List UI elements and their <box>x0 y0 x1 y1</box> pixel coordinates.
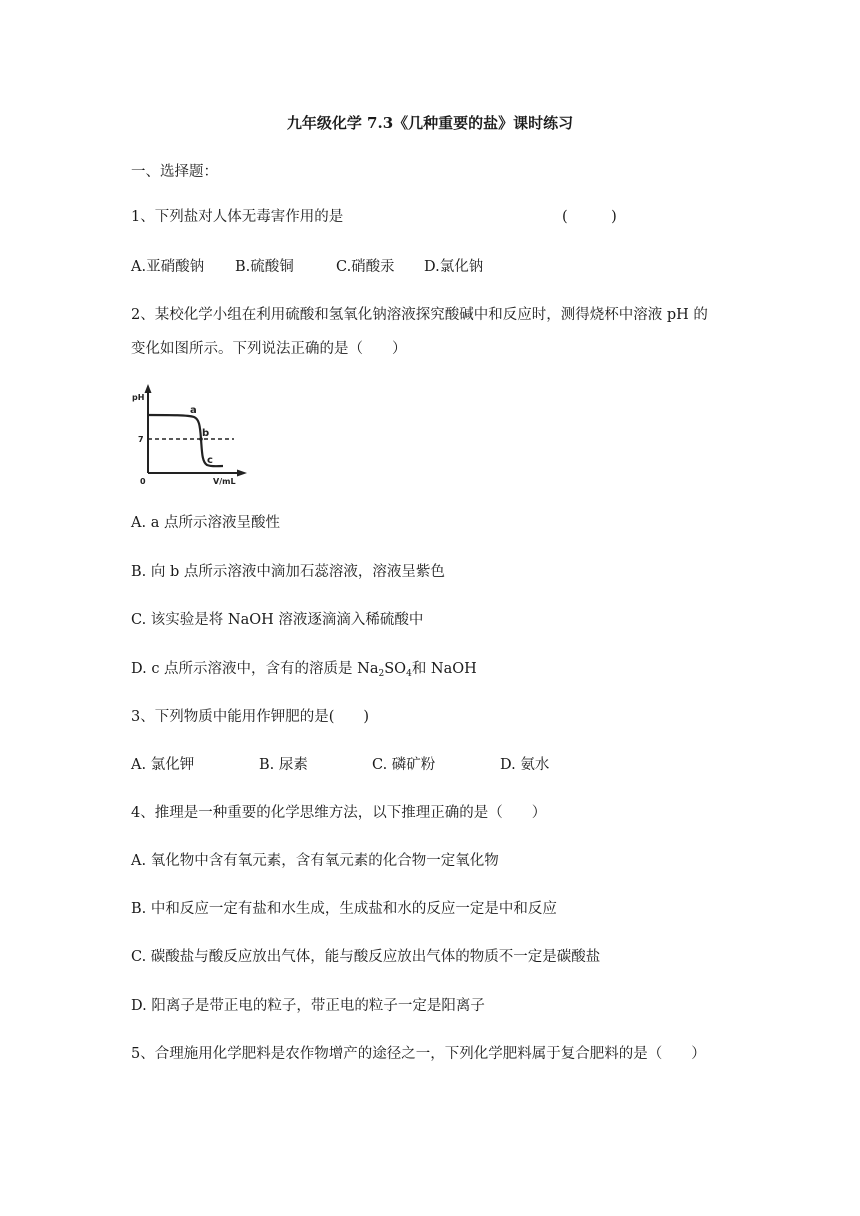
formula-subscript-4: 4 <box>406 669 412 679</box>
question-1-option-c: C.硝酸汞 <box>336 259 395 275</box>
ph-chart <box>126 380 256 488</box>
question-2-option-d-prefix: D. c 点所示溶液中，含有的溶质是 <box>131 661 358 677</box>
question-1-option-d: D.氯化钠 <box>424 259 484 275</box>
question-1-answer-blank: ( ) <box>562 209 617 225</box>
question-2-option-d <box>131 659 477 684</box>
question-1-option-b: B.硫酸铜 <box>235 259 294 275</box>
formula-na: Na <box>357 661 379 677</box>
question-3-option-b: B. 尿素 <box>259 757 308 773</box>
question-2-option-c: C. 该实验是将 NaOH 溶液逐滴滴入稀硫酸中 <box>131 612 424 628</box>
question-4-option-a: A. 氧化物中含有氧元素，含有氧元素的化合物一定氧化物 <box>131 853 499 869</box>
chart-y-tick-7: 7 <box>138 435 144 444</box>
chart-y-axis-arrow <box>145 384 152 393</box>
formula-subscript-2: 2 <box>378 669 385 679</box>
question-2-stem-line1: 2、某校化学小组在利用硫酸和氢氧化钠溶液探究酸碱中和反应时，测得烧杯中溶液 pH 的 <box>131 307 708 323</box>
question-2-option-b: B. 向 b 点所示溶液中滴加石蕊溶液，溶液呈紫色 <box>131 564 445 580</box>
chart-ylabel: pH <box>132 393 145 402</box>
formula-so: SO <box>384 661 407 677</box>
question-4-option-d: D. 阳离子是带正电的粒子，带正电的粒子一定是阳离子 <box>131 998 485 1014</box>
question-3-option-d: D. 氨水 <box>500 757 550 773</box>
question-3-option-a: A. 氯化钾 <box>131 757 195 773</box>
chart-point-label-a: a <box>190 405 197 416</box>
chart-point-label-c: c <box>207 455 213 466</box>
question-3-stem: 3、下列物质中能用作钾肥的是( ) <box>131 709 370 725</box>
chart-xlabel: V/mL <box>213 477 236 486</box>
question-3-option-c: C. 磷矿粉 <box>372 757 436 773</box>
question-4-option-b: B. 中和反应一定有盐和水生成，生成盐和水的反应一定是中和反应 <box>131 901 557 917</box>
question-4-stem: 4、推理是一种重要的化学思维方法，以下推理正确的是（ ） <box>131 805 547 821</box>
question-2-option-a: A. a 点所示溶液呈酸性 <box>131 515 280 531</box>
question-2-stem-line2: 变化如图所示。下列说法正确的是（ ） <box>131 341 407 357</box>
question-1-stem: 1、下列盐对人体无毒害作用的是 <box>131 209 344 225</box>
question-3-options <box>131 755 549 775</box>
question-1-options <box>131 257 483 277</box>
chart-origin-label: 0 <box>140 477 146 486</box>
section-heading: 一、选择题： <box>131 164 218 180</box>
question-1-option-a: A.亚硝酸钠 <box>131 259 205 275</box>
page-title: 九年级化学 7.3《几种重要的盐》课时练习 <box>286 114 574 132</box>
chart-x-axis-arrow <box>237 470 247 477</box>
chart-point-label-b: b <box>202 428 210 439</box>
question-2-option-d-suffix: 和 NaOH <box>411 661 477 677</box>
question-4-option-c: C. 碳酸盐与酸反应放出气体，能与酸反应放出气体的物质不一定是碳酸盐 <box>131 949 601 965</box>
question-5-stem: 5、合理施用化学肥料是农作物增产的途径之一，下列化学肥料属于复合肥料的是（ ） <box>131 1046 706 1062</box>
